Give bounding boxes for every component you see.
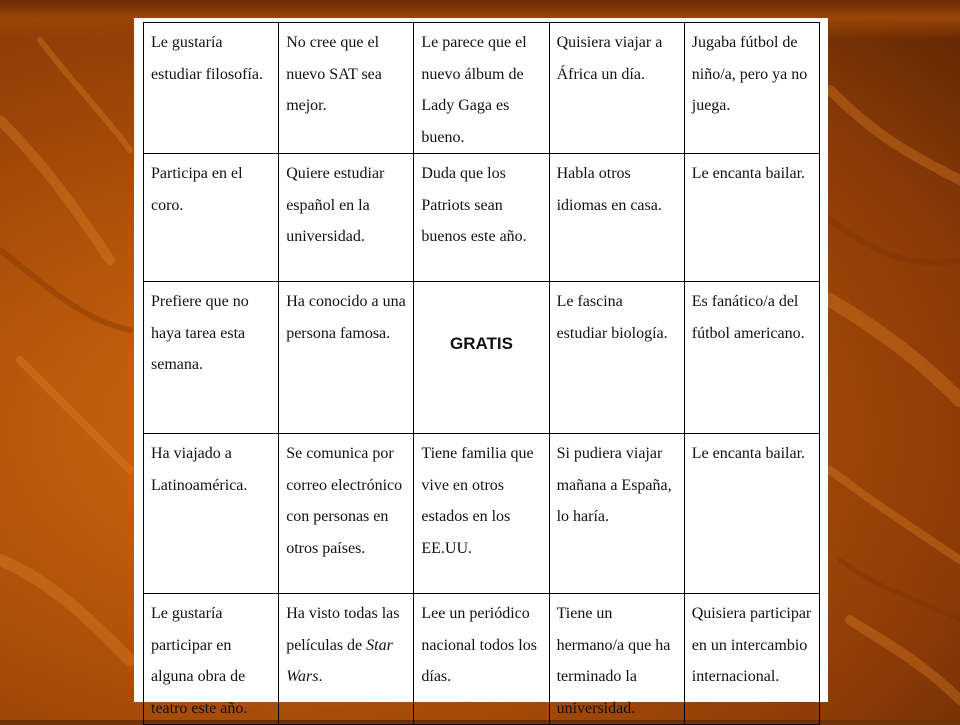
table-row xyxy=(144,594,820,725)
cell-text: Ha visto todas las películas de xyxy=(286,605,400,654)
table-row xyxy=(144,282,820,434)
bingo-cell: Se comunica por correo electrónico con personas en otros países. xyxy=(279,434,414,594)
bingo-cell: Tiene un hermano/a que ha terminado la universidad. xyxy=(549,594,684,725)
table-row xyxy=(144,23,820,154)
bingo-cell: Le encanta bailar. xyxy=(684,154,819,282)
bingo-cell: No cree que el nuevo SAT sea mejor. xyxy=(279,23,414,154)
bingo-grid xyxy=(143,22,820,725)
bingo-cell: Le fascina estudiar biología. xyxy=(549,282,684,434)
table-row xyxy=(144,154,820,282)
bingo-cell: Le gustaría participar en alguna obra de teatro este año. xyxy=(144,594,279,725)
bingo-cell: Ha viajado a Latinoamérica. xyxy=(144,434,279,594)
free-space-cell: GRATIS xyxy=(414,282,549,434)
bingo-cell: Le parece que el nuevo álbum de Lady Gaga es bueno. xyxy=(414,23,549,154)
table-row xyxy=(144,434,820,594)
bingo-cell: Quiere estudiar español en la universidad. xyxy=(279,154,414,282)
bingo-cell: Tiene familia que vive en otros estados en los EE.UU. xyxy=(414,434,549,594)
bingo-sheet xyxy=(134,18,828,717)
bingo-cell: Es fanático/a del fútbol americano. xyxy=(684,282,819,434)
bingo-cell: Lee un periódico nacional todos los días. xyxy=(414,594,549,725)
bingo-cell: Habla otros idiomas en casa. xyxy=(549,154,684,282)
bingo-cell: Le encanta bailar. xyxy=(684,434,819,594)
bingo-cell: Quisiera viajar a África un día. xyxy=(549,23,684,154)
bingo-cell: Jugaba fútbol de niño/a, pero ya no juega. xyxy=(684,23,819,154)
bingo-cell: Quisiera participar en un intercambio internacional. xyxy=(684,594,819,725)
cell-text-end: . xyxy=(318,668,323,685)
bingo-cell: Duda que los Patriots sean buenos este año. xyxy=(414,154,549,282)
bingo-cell: Si pudiera viajar mañana a España, lo haría. xyxy=(549,434,684,594)
bingo-cell xyxy=(279,594,414,725)
cell-italic-text: Star Wars xyxy=(286,636,393,685)
bingo-cell: Prefiere que no haya tarea esta semana. xyxy=(144,282,279,434)
bingo-cell: Participa en el coro. xyxy=(144,154,279,282)
bingo-cell: Ha conocido a una persona famosa. xyxy=(279,282,414,434)
bingo-cell: Le gustaría estudiar filosofía. xyxy=(144,23,279,154)
